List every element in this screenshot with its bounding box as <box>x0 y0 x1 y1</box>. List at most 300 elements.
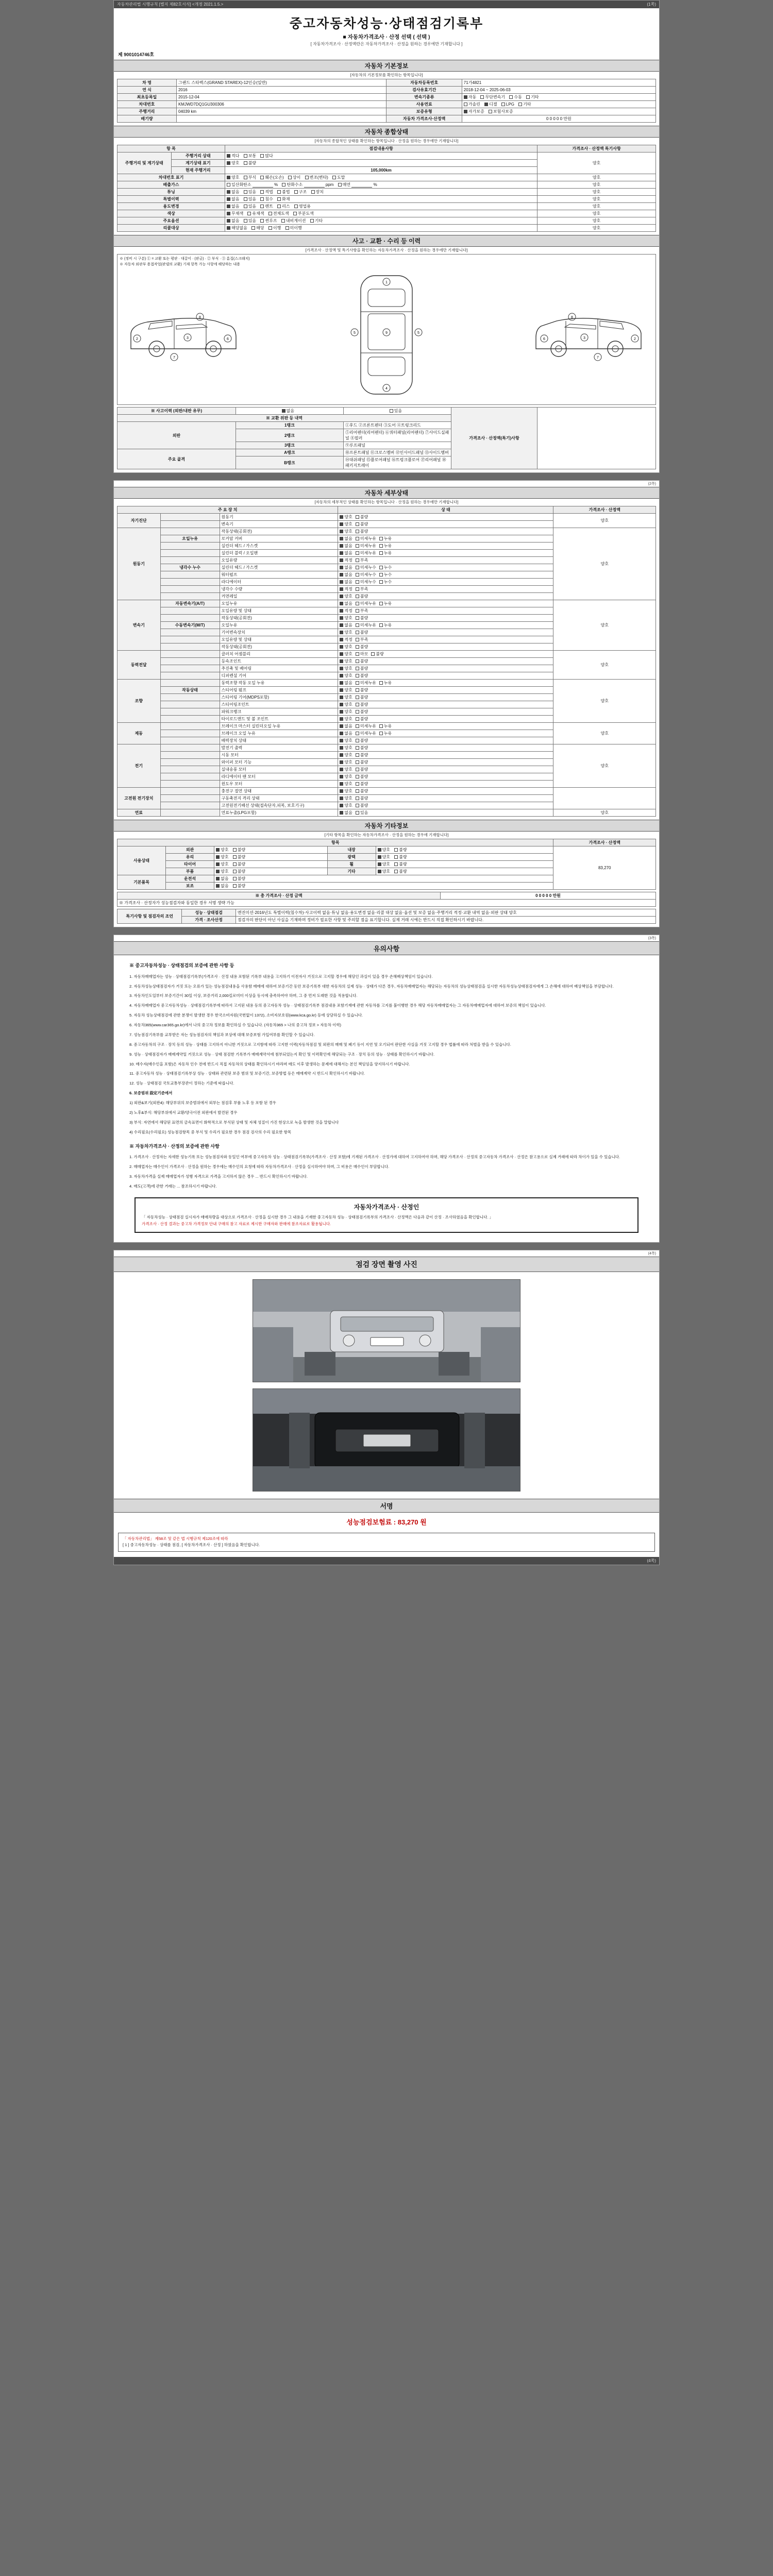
checkbox-option[interactable] <box>356 804 359 807</box>
checkbox-option[interactable] <box>356 631 359 634</box>
notice-item: 1. 자동차매매업자는 성능 · 상태점검기록부(가격조사 · 산정 내용 포함된 기록부 내용을 고지하기 이전자사 거짓으로 고지할 경우에 해당인 과실이 있을 경우 손해배상책임이 있습니다. <box>129 974 433 979</box>
checkbox-option[interactable] <box>356 515 359 519</box>
checkbox-driver-bad[interactable] <box>233 877 237 880</box>
checkbox-option[interactable] <box>340 710 343 714</box>
checkbox-aux-bad[interactable] <box>233 884 237 888</box>
checkbox-fuel-etc[interactable] <box>518 103 522 106</box>
notice-item: 11. 중고자동차 성능 · 상태점검기록부상 성능 · 상태와 관련된 보증 범위 및 보증기간, 보증방법 등은 매매계약 시 반드시 확인하시기 바랍니다. <box>129 1071 365 1076</box>
checkbox-tuning-yes[interactable] <box>244 190 247 194</box>
opt-label: 불량 <box>399 855 407 859</box>
glass-options[interactable] <box>214 854 327 861</box>
notice-item: 9. 성능 · 상태점검자가 매매계약일 거짓으로 성능 · 상태 점검한 기록부가 매매계약서에 첨부되었는지 확인 및 이력확인에 해당되는 구조 · 장치 등의 성능 · 상태를 확인하시기 바랍니다. <box>129 1052 435 1057</box>
detail-item-options[interactable] <box>338 744 553 752</box>
detail-group-note: 양호 <box>553 744 656 788</box>
detail-item-options[interactable] <box>338 658 553 665</box>
detail-item-options[interactable] <box>338 593 553 600</box>
checkbox-option[interactable] <box>356 667 359 670</box>
detail-item-options[interactable] <box>338 687 553 694</box>
parts-rank: A랭크 <box>236 449 343 456</box>
row-label-2: 검사유효기간 <box>386 87 462 94</box>
opt-label: 양호 <box>344 673 352 678</box>
checkbox-exterior-good[interactable] <box>216 848 220 852</box>
checkbox-partial-paint[interactable] <box>293 212 297 215</box>
recall-options[interactable] <box>225 225 537 232</box>
detail-item-options[interactable] <box>338 579 553 586</box>
etc-options[interactable] <box>376 868 553 875</box>
opt-label: 불량 <box>360 616 368 620</box>
checkbox-vin-good[interactable] <box>227 176 230 179</box>
checkbox-option[interactable] <box>340 681 343 685</box>
checkbox-option[interactable] <box>340 587 343 591</box>
svg-text:2: 2 <box>136 337 138 341</box>
detail-item-label: 오일누유 <box>220 600 338 607</box>
detail-item-options[interactable] <box>338 557 553 564</box>
opt-label: 화재 <box>282 197 290 201</box>
checkbox-tuning-legal[interactable] <box>260 190 264 194</box>
checkbox-option[interactable] <box>340 595 343 598</box>
detail-item-options[interactable] <box>338 737 553 744</box>
detail-item-options[interactable] <box>338 680 553 687</box>
checkbox-option[interactable] <box>340 768 343 771</box>
detail-item-options[interactable] <box>338 672 553 680</box>
detail-item-options[interactable] <box>338 615 553 622</box>
detail-item-options[interactable] <box>338 723 553 730</box>
detail-item-label: 변속기 <box>220 521 338 528</box>
checkbox-option[interactable] <box>340 703 343 706</box>
checkbox-option[interactable] <box>340 811 343 815</box>
checkbox-option[interactable] <box>356 623 359 627</box>
checkbox-option[interactable] <box>356 739 359 742</box>
opt-label: 불량 <box>360 709 368 714</box>
checkbox-option[interactable] <box>340 631 343 634</box>
checkbox-option[interactable] <box>379 602 383 605</box>
checkbox-option[interactable] <box>340 573 343 577</box>
opt-label: 불량 <box>399 862 407 867</box>
checkbox-option[interactable] <box>356 746 359 750</box>
checkbox-bad[interactable] <box>244 161 247 165</box>
detail-item-options[interactable] <box>338 607 553 615</box>
checkbox-option[interactable] <box>340 688 343 692</box>
checkbox-wheel-bad[interactable] <box>394 862 398 866</box>
checkbox-vin-diff[interactable] <box>288 176 292 179</box>
emission-values[interactable] <box>225 181 537 189</box>
opt-label: 영업용 <box>298 204 311 209</box>
opt-label: 불량 <box>360 688 368 692</box>
checkbox-aux-none[interactable] <box>216 884 220 888</box>
checkbox-option[interactable] <box>340 746 343 750</box>
checkbox-option[interactable] <box>371 652 375 656</box>
checkbox-option[interactable] <box>340 616 343 620</box>
opt-label: 양호 <box>344 645 352 649</box>
checkbox-option[interactable] <box>340 530 343 533</box>
checkbox-option[interactable] <box>379 573 383 577</box>
checkbox-interior-bad[interactable] <box>394 848 398 852</box>
opt-label: 불량 <box>360 695 368 700</box>
main-options[interactable] <box>225 217 537 225</box>
checkbox-normal[interactable] <box>244 154 247 158</box>
detail-item-label: 파워크랭크 <box>220 708 338 716</box>
checkbox-glass-good[interactable] <box>216 855 220 859</box>
checkbox-option[interactable] <box>356 681 359 685</box>
checkbox-hc[interactable] <box>282 183 285 187</box>
checkbox-option[interactable] <box>356 595 359 598</box>
checkbox-sunroof[interactable] <box>260 219 264 223</box>
checkbox-option[interactable] <box>356 710 359 714</box>
checkbox-option[interactable] <box>379 537 383 540</box>
checkbox-tire-good[interactable] <box>216 862 220 866</box>
row-label: 최초등록일 <box>117 94 177 101</box>
checkbox-option[interactable] <box>340 659 343 663</box>
checkbox-option[interactable] <box>356 811 359 815</box>
detail-item-options[interactable] <box>338 701 553 708</box>
group-label-mileage: 주행거리 및 계기상태 <box>117 152 172 174</box>
checkbox-opt-etc[interactable] <box>310 219 314 223</box>
checkbox-flood[interactable] <box>260 197 264 201</box>
svg-text:6: 6 <box>543 337 545 341</box>
checkbox-option[interactable] <box>379 732 383 735</box>
checkbox-option[interactable] <box>340 789 343 793</box>
checkbox-option[interactable] <box>379 724 383 728</box>
tire-options[interactable] <box>214 861 327 868</box>
checkbox-accident-yes[interactable] <box>390 409 393 413</box>
section-accident-title: 사고 · 교환 · 수리 등 이력 <box>114 235 659 247</box>
fuel-options[interactable] <box>462 101 656 108</box>
checkbox-chromatic[interactable] <box>247 212 251 215</box>
detail-item-options[interactable] <box>338 535 553 543</box>
checkbox-opt-none[interactable] <box>227 219 230 223</box>
checkbox-option[interactable] <box>340 717 343 721</box>
checkbox-option[interactable] <box>340 753 343 757</box>
checkbox-option[interactable] <box>340 515 343 519</box>
checkbox-option[interactable] <box>356 789 359 793</box>
checkbox-option[interactable] <box>340 804 343 807</box>
checkbox-vin-damage[interactable] <box>260 176 264 179</box>
detail-item-options[interactable] <box>338 694 553 701</box>
checkbox-option[interactable] <box>356 551 359 555</box>
detail-item-label: 냉각수 수량 <box>220 586 338 593</box>
checkbox-option[interactable] <box>340 782 343 786</box>
detail-group-label: 원동기 <box>117 528 161 600</box>
special-history-options[interactable] <box>225 196 537 203</box>
checkbox-vin-corrosion[interactable] <box>244 176 247 179</box>
page-subtitle-note: [ 자동차가격조사 · 산정액란은 자동차가격조사 · 산정을 원하는 경우에만 기재합니다 ] <box>310 42 463 46</box>
checkbox-option[interactable] <box>340 551 343 555</box>
checkbox-etc-bad[interactable] <box>394 870 398 873</box>
checkbox-option[interactable] <box>340 732 343 735</box>
checkbox-lpg[interactable] <box>501 103 505 106</box>
checkbox-recall-yes[interactable] <box>251 226 255 230</box>
checkbox-auto[interactable] <box>464 95 467 99</box>
checkbox-insurer-warranty[interactable] <box>489 110 492 113</box>
checkbox-manual[interactable] <box>509 95 513 99</box>
detail-subgroup-label <box>160 658 220 665</box>
checkbox-option[interactable] <box>340 623 343 627</box>
detail-item-options[interactable] <box>338 665 553 672</box>
checkbox-option[interactable] <box>340 602 343 605</box>
checkbox-option[interactable] <box>356 768 359 771</box>
detail-item-options[interactable] <box>338 543 553 550</box>
detail-subgroup-label <box>160 795 220 802</box>
checkbox-option[interactable] <box>356 544 359 548</box>
detail-item-options[interactable] <box>338 708 553 716</box>
checkbox-achromatic[interactable] <box>227 212 230 215</box>
detail-item-options[interactable] <box>338 586 553 593</box>
checkbox-option[interactable] <box>356 530 359 533</box>
checkbox-option[interactable] <box>340 667 343 670</box>
notice-item: 5. 자동차 성능상태점검에 관한 분쟁이 발생한 경우 한국소비자원(국번없이 1372), 소비자보호원(www.kca.go.kr) 등에 상담하실 수 있습니다. <box>129 1013 363 1018</box>
detail-item-options[interactable] <box>338 781 553 788</box>
transmission-options[interactable] <box>462 94 656 101</box>
section-other-body <box>114 839 659 927</box>
checkbox-option[interactable] <box>340 580 343 584</box>
detail-item-options[interactable] <box>338 716 553 723</box>
row-label-2: 광택 <box>327 854 376 861</box>
checkbox-diesel[interactable] <box>484 103 488 106</box>
checkbox-option[interactable] <box>340 609 343 613</box>
opt-label: 있음 <box>248 204 257 209</box>
checkbox-recall-done[interactable] <box>268 226 272 230</box>
checkbox-option[interactable] <box>356 558 359 562</box>
checkbox-smoke[interactable] <box>338 183 342 187</box>
checkbox-option[interactable] <box>356 645 359 649</box>
color-options[interactable] <box>225 210 537 217</box>
detail-item-options[interactable] <box>338 600 553 607</box>
checkbox-vin-erased[interactable] <box>332 176 336 179</box>
checkbox-option[interactable] <box>356 703 359 706</box>
checkbox-option[interactable] <box>356 753 359 757</box>
checkbox-tuning-illegal[interactable] <box>277 190 281 194</box>
checkbox-tire-bad[interactable] <box>233 862 237 866</box>
accident-yes-option[interactable] <box>343 408 451 415</box>
checkbox-option[interactable] <box>340 638 343 641</box>
checkbox-option[interactable] <box>356 522 359 526</box>
checkbox-option[interactable] <box>356 580 359 584</box>
checkbox-commercial[interactable] <box>294 205 298 208</box>
checkbox-parts-bad[interactable] <box>233 870 237 873</box>
detail-item-label: 브레이크 마스터 실린더오일 누유 <box>220 723 338 730</box>
checkbox-option[interactable] <box>356 782 359 786</box>
detail-item-options[interactable] <box>338 564 553 571</box>
checkbox-option[interactable] <box>356 724 359 728</box>
checkbox-self-warranty[interactable] <box>464 110 467 113</box>
detail-item-options[interactable] <box>338 514 553 521</box>
opt-label: 자동 <box>468 95 477 99</box>
row-label: 외관 <box>166 846 214 854</box>
checkbox-option[interactable] <box>379 681 383 685</box>
checkbox-option[interactable] <box>356 566 359 569</box>
detail-item-options[interactable] <box>338 521 553 528</box>
checkbox-interior-good[interactable] <box>378 848 381 852</box>
accident-history-body <box>114 405 659 472</box>
checkbox-rent[interactable] <box>260 205 264 208</box>
checkbox-usage-none[interactable] <box>227 205 230 208</box>
checkbox-parts-good[interactable] <box>216 870 220 873</box>
checkbox-many[interactable] <box>260 154 264 158</box>
checkbox-special-yes[interactable] <box>244 197 247 201</box>
detail-item-options[interactable] <box>338 788 553 795</box>
checkbox-option[interactable] <box>356 674 359 677</box>
checkbox-option[interactable] <box>379 544 383 548</box>
usage-change-options[interactable] <box>225 203 537 210</box>
detail-item-options[interactable] <box>338 629 553 636</box>
checkbox-option[interactable] <box>340 674 343 677</box>
checkbox-navigation[interactable] <box>281 219 285 223</box>
checkbox-option[interactable] <box>340 739 343 742</box>
detail-item-label: 시동 모터 <box>220 752 338 759</box>
checkbox-option[interactable] <box>340 645 343 649</box>
checkbox-option[interactable] <box>356 638 359 641</box>
notice-subitem: 3) 부식: 자연에서 해당된 표면의 금속표면이 화학적으로 부식된 상태 및 자체 성질이 가진 현상으로 녹을 발생한 것을 말합니다 <box>129 1120 339 1125</box>
checkbox-option[interactable] <box>356 587 359 591</box>
opt-label: 변조(변타) <box>309 175 328 180</box>
opt-label: 무채색 <box>231 211 244 216</box>
checkbox-option[interactable] <box>379 580 383 584</box>
remarks-col-1: 성능 · 상태점검 <box>182 909 236 917</box>
mileage-state-options[interactable] <box>225 152 537 160</box>
checkbox-exterior-bad[interactable] <box>233 848 237 852</box>
checkbox-fire[interactable] <box>277 197 281 201</box>
checkbox-option[interactable] <box>356 688 359 692</box>
row-label-2: 사용연료 <box>386 101 462 108</box>
table-row <box>117 210 656 217</box>
checkbox-option[interactable] <box>379 551 383 555</box>
detail-item-options[interactable] <box>338 773 553 781</box>
checkbox-glass-bad[interactable] <box>233 855 237 859</box>
detail-item-options[interactable] <box>338 528 553 535</box>
checkbox-option[interactable] <box>356 602 359 605</box>
checkbox-etc[interactable] <box>526 95 530 99</box>
tuning-options[interactable] <box>225 189 537 196</box>
checkbox-option[interactable] <box>356 659 359 663</box>
detail-item-options[interactable] <box>338 795 553 802</box>
checkbox-recall-na[interactable] <box>227 226 230 230</box>
checkbox-option[interactable] <box>379 623 383 627</box>
detail-item-options[interactable] <box>338 622 553 629</box>
polish-options[interactable] <box>376 854 553 861</box>
checkbox-cvt[interactable] <box>480 95 484 99</box>
checkbox-gasoline[interactable] <box>464 103 467 106</box>
checkbox-option[interactable] <box>340 537 343 540</box>
checkbox-opt-yes[interactable] <box>244 219 247 223</box>
opt-label: 적정 <box>344 608 352 613</box>
checkbox-option[interactable] <box>356 537 359 540</box>
checkbox-wheel-good[interactable] <box>378 862 381 866</box>
detail-item-options[interactable] <box>338 752 553 759</box>
detail-group-note: 양호 <box>553 514 656 528</box>
checkbox-special-none[interactable] <box>227 197 230 201</box>
checkbox-option[interactable] <box>379 566 383 569</box>
checkbox-option[interactable] <box>340 775 343 778</box>
detail-item-options[interactable] <box>338 759 553 766</box>
checkbox-option[interactable] <box>356 732 359 735</box>
checkbox-option[interactable] <box>340 566 343 569</box>
detail-item-label: 오일유량 및 상태 <box>220 636 338 643</box>
wheel-options[interactable] <box>376 861 553 868</box>
checkbox-recall-notdone[interactable] <box>285 226 289 230</box>
checkbox-option[interactable] <box>356 775 359 778</box>
checkbox-vin-altered[interactable] <box>305 176 309 179</box>
checkbox-few[interactable] <box>227 154 230 158</box>
notice-item: 1. 가격조사 · 산정자는 자세한 성능기록 또는 성능점검자와 동일인 여부에 중고자동차 성능 · 상태점검기록부(가격조사 · 산정 포함)에 기재된 가격조사 · 산정가에 대하여 고지하여야 하며, 해당 가격조사 · 산정의 중고자동차 가격조사 · 산정은 참고용으로 실제 거래에 따라 차이가 있을 수 있습니다. <box>129 1155 620 1160</box>
checkbox-option[interactable] <box>356 796 359 800</box>
opt-label: 양호 <box>344 695 352 700</box>
detail-item-options[interactable] <box>338 550 553 557</box>
checkbox-good[interactable] <box>227 161 230 165</box>
checkbox-polish-good[interactable] <box>378 855 381 859</box>
exterior-options[interactable] <box>214 846 327 854</box>
checkbox-option[interactable] <box>356 609 359 613</box>
checkbox-option[interactable] <box>356 652 359 656</box>
table-row <box>117 651 656 658</box>
detail-item-label: 작동상태(공회전) <box>220 643 338 651</box>
checkbox-accident-none[interactable] <box>282 409 285 413</box>
interior-options[interactable] <box>376 846 553 854</box>
checkbox-option[interactable] <box>340 760 343 764</box>
checkbox-option[interactable] <box>356 760 359 764</box>
photo-section-title: 점검 장면 촬영 사진 <box>114 1257 659 1272</box>
checkbox-tuning-none[interactable] <box>227 190 230 194</box>
opt-label: 없음 <box>344 810 352 815</box>
checkbox-option[interactable] <box>340 696 343 699</box>
checkbox-full-paint[interactable] <box>268 212 272 215</box>
detail-item-options[interactable] <box>338 766 553 773</box>
checkbox-polish-bad[interactable] <box>394 855 398 859</box>
checkbox-option[interactable] <box>340 558 343 562</box>
driver-seat-options[interactable] <box>214 875 553 883</box>
detail-item-options[interactable] <box>338 636 553 643</box>
row-label-2: 기타 <box>327 868 376 875</box>
detail-item-options[interactable] <box>338 571 553 579</box>
detail-item-options[interactable] <box>338 643 553 651</box>
document-number-label: 제 <box>118 52 123 57</box>
checkbox-co[interactable] <box>227 183 230 187</box>
checkbox-etc-good[interactable] <box>378 870 381 873</box>
accident-none-option[interactable] <box>236 408 343 415</box>
svg-text:5: 5 <box>417 331 419 335</box>
checkbox-option[interactable] <box>340 652 343 656</box>
checkbox-option[interactable] <box>356 616 359 620</box>
checkbox-tuning-structure[interactable] <box>294 190 298 194</box>
checkbox-option[interactable] <box>340 522 343 526</box>
aux-options[interactable] <box>214 883 553 890</box>
note-value: 양호 <box>537 210 656 217</box>
inspection-fee-line <box>114 1513 659 1531</box>
checkbox-option[interactable] <box>340 796 343 800</box>
detail-item-options[interactable] <box>338 651 553 658</box>
detail-item-options[interactable] <box>338 802 553 809</box>
checkbox-option[interactable] <box>356 696 359 699</box>
col-head-note: 가격조사 · 산정액 특기사항 <box>537 145 656 152</box>
checkbox-option[interactable] <box>356 717 359 721</box>
detail-group-note: 양호 <box>553 809 656 817</box>
checkbox-option[interactable] <box>340 544 343 548</box>
checkbox-option[interactable] <box>340 724 343 728</box>
gauge-state-options[interactable] <box>225 160 537 167</box>
warranty-options[interactable] <box>462 108 656 115</box>
detail-item-options[interactable] <box>338 730 553 737</box>
vin-options[interactable] <box>225 174 537 181</box>
checkbox-usage-yes[interactable] <box>244 205 247 208</box>
item-label: 현재 주행거리 <box>171 167 225 174</box>
checkbox-option[interactable] <box>356 573 359 577</box>
inspection-fee-value: 83,270 원 <box>397 1518 427 1526</box>
parts-options[interactable] <box>214 868 327 875</box>
checkbox-lease[interactable] <box>277 205 281 208</box>
checkbox-tuning-device[interactable] <box>311 190 315 194</box>
detail-item-options[interactable] <box>338 809 553 817</box>
checkbox-driver-none[interactable] <box>216 877 220 880</box>
table-row <box>117 514 656 521</box>
